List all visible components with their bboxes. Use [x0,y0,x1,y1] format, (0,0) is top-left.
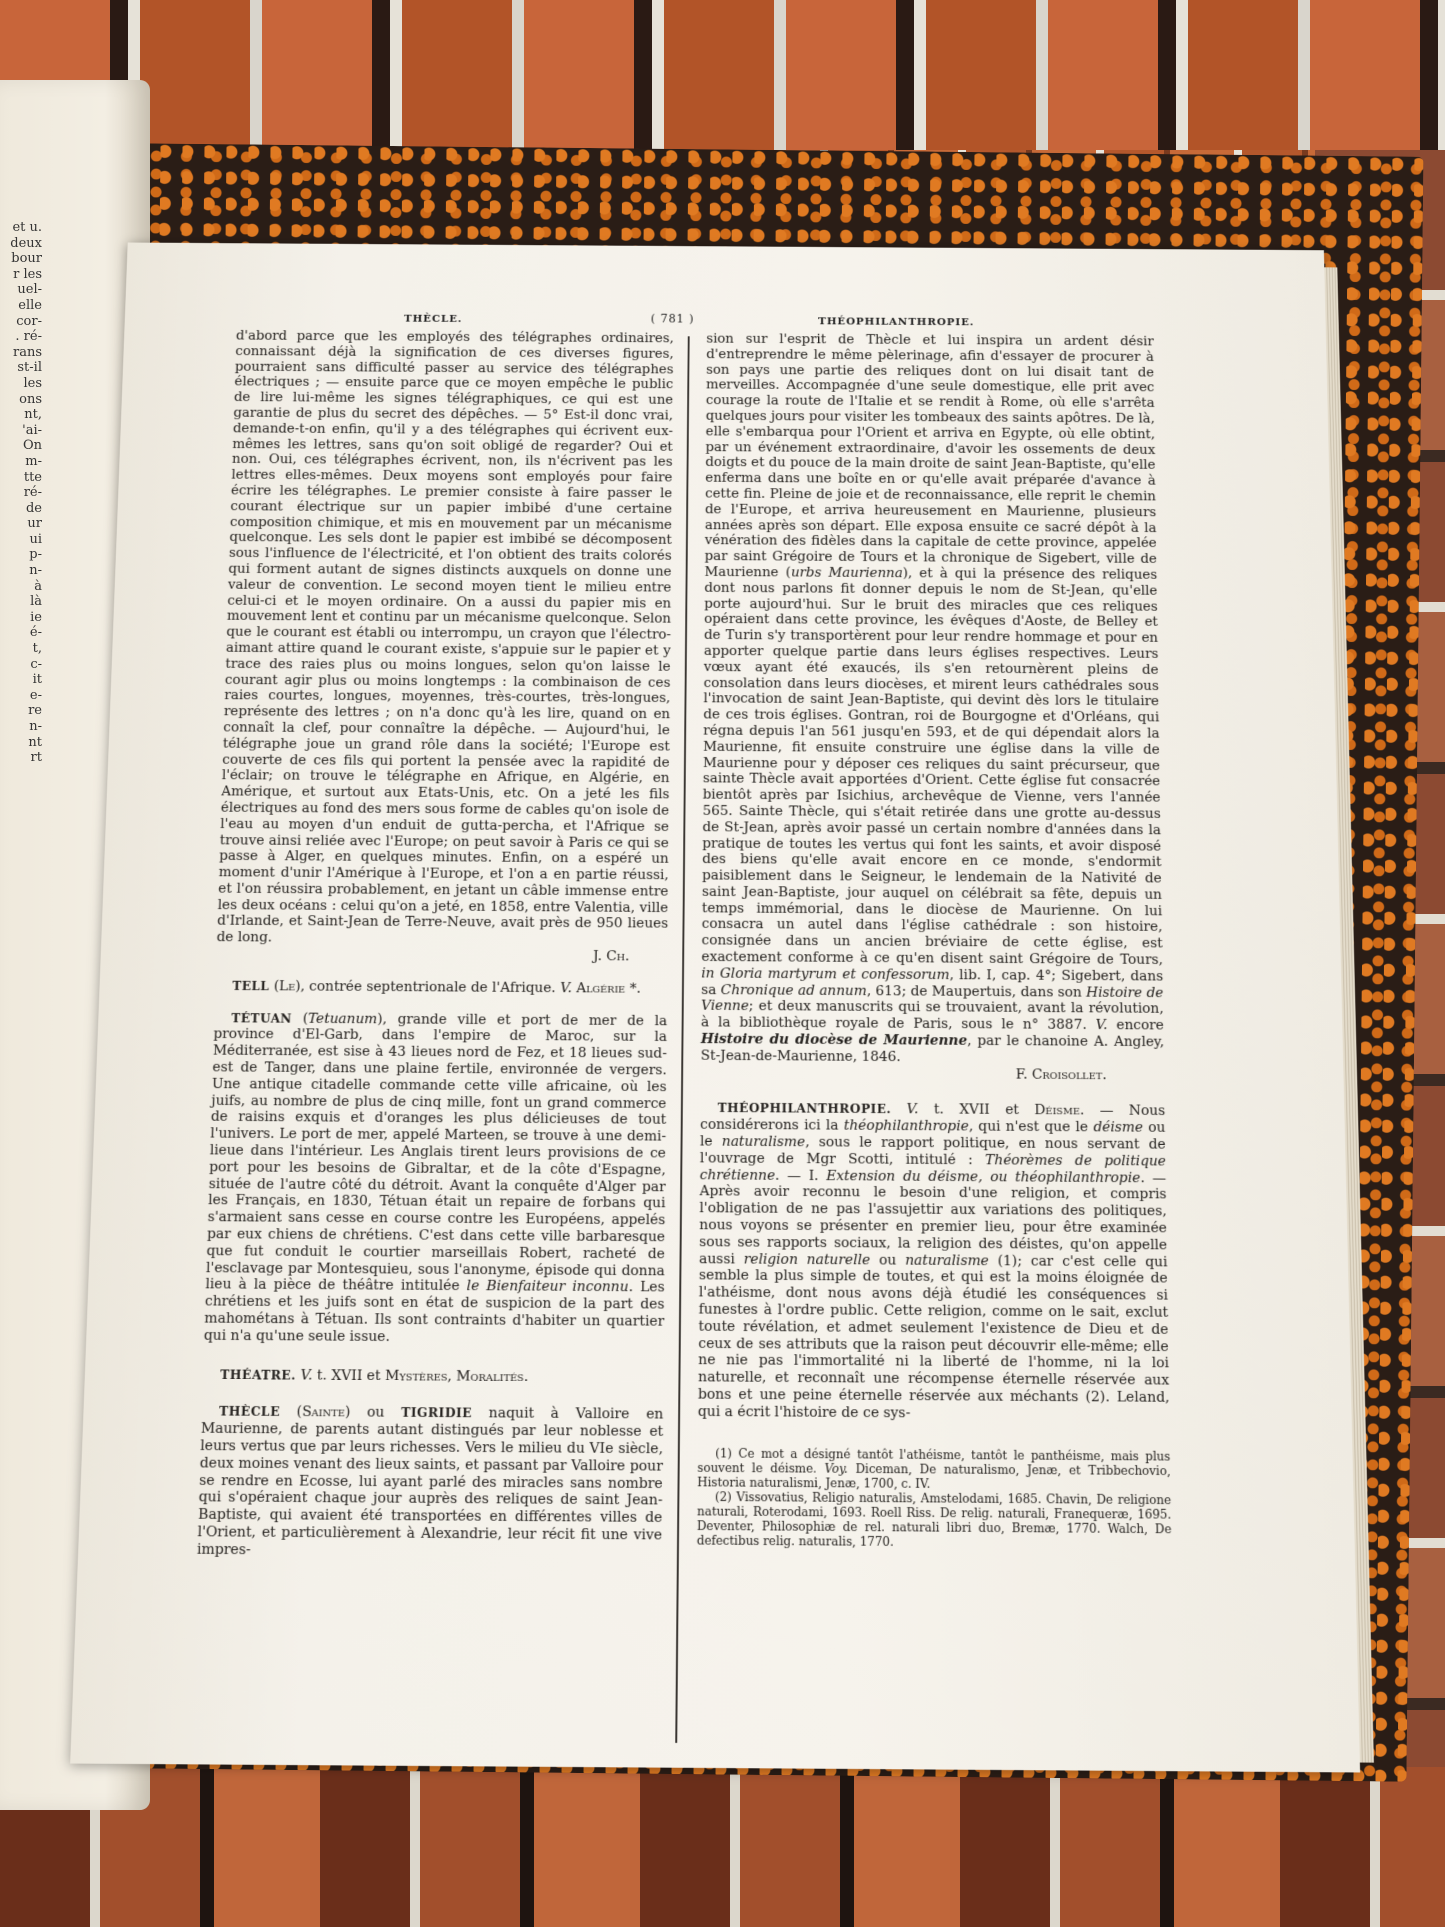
headword-tell: TELL [232,978,270,993]
left-page-fragment: c- [30,656,42,672]
left-page-fragment: deux [10,235,42,251]
entry-theophilanthropie: THÉOPHILANTHROPIE. V. t. XVII et Déisme. — Nous considérerons ici la théophilanthropie, qui n'est que le déisme ou le naturalisme, sous le rapport politique, en nous servant de l'ouvrage de Mgr Scotti, intitulé : Théorèmes de politique chrétienne. — I. Extension du déisme, ou théophilanthropie. — Après avoir reconnu le besoin d'une religion, et compris l'obligation de ne pas l'assujettir aux variations des politiques, nous voyons se présenter en premier lieu, pour être examinée sous ses rapports sociaux, la religion des déistes, qu'on appelle aussi religion naturelle ou naturalisme (1); car c'est celle qui semble la plus simple de toutes, et qui est la moins éloignée de l'athéisme, dont nous avons déjà étudié les conséquences si funestes à l'ordre public. Cette religion, comme on le sait, exclut toute révélation, et admet seulement l'existence de Dieu et de ceux de ses attributs que la raison peut découvrir elle-même; elle ne nie pas l'immortalité ni la liberté de l'homme, ni la loi naturelle, et reconnaît une récompense éternelle réservée aux bons et une peine éternelle réservée aux méchants (2). Leland, qui a écrit l'histoire de ce sys- [697,1101,1170,1421]
telegraph-entry-continuation: d'abord parce que les employés des télégraphes ordinaires, connaissant déjà la signification de ces diverses figures, pourraient sans difficulté passer au service des télégraphes électriques ; — ensuite parce que ce moyen empêche le public de lire lui-même les signes télégraphiques, ce qui est une garantie de plus du secret des dépêches. — 5° Est-il donc vrai, demande-t-on enfin, qu'il y a des télégraphes qui écrivent eux-mêmes les lettres, sans qu'on soit obligé de regarder? Oui et non. Oui, ces télégraphes écrivent, non, ils n'écrivent pas les lettres elles-mêmes. Deux moyens sont employés pour faire écrire les télégraphes. Le premier consiste à faire passer le courant électrique sur un papier imbibé d'une certaine composition chimique, et mis en mouvement par un mécanisme quelconque. Les sels dont le papier est imbibé se décomposent sous l'influence de l'électricité, et l'on obtient des traits colorés qui forment autant de signes distincts auxquels on donne une valeur de convention. Le second moyen tient le milieu entre celui-ci et le moyen ordinaire. On a aussi du papier mis en mouvement lent et continu par un mécanisme quelconque. Selon que le courant est établi ou interrompu, un crayon que l'électro-aimant attire quand le courant existe, s'appuie sur le papier et y trace des raies plus ou moins longues, selon qu'on laisse le courant agir plus ou moins longtemps : la combinaison de ces raies courtes, longues, moyennes, très-courtes, très-longues, représente des lettres ; on n'a donc qu'à les lire, quand on en connaît la clef, pour connaître la dépêche. — Aujourd'hui, le télégraphe joue un grand rôle dans la société; l'Europe est couverte de ces fils qui portent la pensée avec la rapidité de l'éclair; on trouve le télégraphe en Afrique, en Algérie, en Amérique, et surtout aux Etats-Unis, etc. On a jeté les fils électriques au fond des mers sous forme de cables qu'on isole de l'eau au moyen d'un enduit de gutta-percha, et l'Afrique se trouve ainsi reliée avec l'Europe; on peut savoir à Paris ce qui se passe à Alger, en quelques minutes. Enfin, on a espéré un moment d'unir l'Amérique à l'Europe, et l'on a en partie réussi, et l'on réussira probablement, en jetant un câble immense entre les deux océans : celui qu'on a jeté, en 1858, entre Valentia, ville d'Irlande, et Saint-Jean de Terre-Neuve, avait près de 950 lieues de long. [216,329,674,946]
telegraph-signature: J. Ch. [593,949,630,965]
left-page-fragment: nt, [24,407,42,423]
left-page-fragment: rans [12,344,42,360]
left-page-fragment: st-il [17,360,42,376]
left-page-fragment: nt [28,734,42,750]
headword-tetuan: TÉTUAN [231,1010,293,1026]
column-divider [675,336,689,1743]
left-page-fragment: m- [25,453,42,469]
left-page-fragment: it [32,672,42,688]
left-page-fragment: t, [32,641,42,657]
headword-theophilanthropie: THÉOPHILANTHROPIE. [717,1101,892,1117]
left-page-fragment: rt [30,750,42,766]
thecle-signature: F. Croisollet. [1015,1067,1107,1083]
running-head-right: THÉOPHILANTHROPIE. [818,315,975,328]
left-page-fragment: 'ai- [22,422,42,438]
headword-thecle: THÈCLE [218,1404,281,1420]
left-page-fragment: n- [29,563,42,579]
left-page-fragment: et u. [12,220,42,235]
left-page-fragment: tte [23,469,42,485]
entry-thecle: THÈCLE (Sainte) ou TIGRIDIE naquit à Valloire en Maurienne, de parents autant distingués par leur noblesse et leurs vertus que par leurs richesses. Vers le milieu du VIe siècle, deux moines venant des lieux saints, et passant par Valloire pour se rendre en Ecosse, lui ayant parlé des miracles sans nombre qui s'opéraient chaque jour auprès des reliques de saint Jean-Baptiste, qui avaient été transportées en différentes villes de l'Orient, et particulièrement à Alexandrie, leur récit fit une vive impres- [196,1404,664,1558]
left-page-fragment: uel- [17,282,42,298]
footnotes [697,1446,1172,1551]
left-page-fragment: à [34,578,42,594]
footnote-1: (1) Ce mot a désigné tantôt l'athéisme, tantôt le panthéisme, mais plus souvent le déisme. Voy. Diceman, De naturalismo, Jenæ, et Tribbechovio, Historia naturalismi, Jenæ, 1700, c. IV. [697,1446,1171,1491]
entry-theatre: THÉATRE. V. t. XVII et Mystères, Moralités. [220,1367,529,1385]
thecle-entry-continuation: sion sur l'esprit de Thècle et lui inspira un ardent désir d'entreprendre le même pèlerinage, afin d'essayer de procurer à son pays une partie des reliques dont on lui disait tant de merveilles. Accompagnée d'une seule domestique, elle prit avec courage la route de l'Italie et se rendit à Rome, où elle s'arrêta quelques jours pour visiter les tombeaux des saints apôtres. De là, elle s'embarqua pour l'Orient et arriva en Egypte, où elle obtint, par un événement extraordinaire, d'avoir les ossements de deux doigts et du pouce de la main droite de saint Jean-Baptiste, qu'elle enferma dans une boîte en or qu'elle avait préparée d'avance à cette fin. Pleine de joie et de reconnaissance, elle reprit le chemin de l'Europe, et arriva heureusement en Maurienne, plusieurs années après son départ. Elle exposa ensuite ce sacré dépôt à la vénération des fidèles dans la capitale de cette province, appelée par saint Grégoire de Tours et la chronique de Sigebert, ville de Maurienne (urbs Maurienna), et à qui la présence des reliques dont nous parlons fit donner depuis le nom de St-Jean, qu'elle porte aujourd'hui. Sur le bruit des miracles que ces reliques opéraient dans cette province, les évêques d'Aoste, de Belley et de Turin s'y transportèrent pour leur rendre hommage et pour en apporter quelque partie dans leurs églises respectives. Leurs vœux ayant été exaucés, ils s'en retournèrent pleins de consolation dans leurs diocèses, et mirent leurs cathédrales sous l'invocation de saint Jean-Baptiste, qui devint dès lors le titulaire de ces trois églises. Gontran, roi de Bourgogne et d'Orléans, qui régna depuis l'an 561 jusqu'en 593, et de qui dépendait alors la Maurienne, fit ensuite construire une église dans la ville de Maurienne pour y déposer ces reliques du saint précurseur, que sainte Thècle avait apportées d'Orient. Cette église fut consacrée bientôt après par Isichius, archevêque de Vienne, vers l'année 565. Sainte Thècle, qui s'était retirée dans une grotte au-dessus de St-Jean, après avoir passé un certain nombre d'années dans la pratique de toutes les vertus qui font les saints, et avoir disposé des biens qu'elle avait encore en ce monde, s'endormit paisiblement dans le Seigneur, le lendemain de la Nativité de saint Jean-Baptiste, jour auquel on célébrait sa fête, depuis un temps immémorial, dans le diocèse de Maurienne. On lui consacra un autel dans l'église cathédrale : son histoire, consignée dans un ancien bréviaire de cette église, est exactement conforme à ce qu'en disent saint Grégoire de Tours, in Gloria martyrum et confessorum, lib. I, cap. 4°; Sigebert, dans sa Chronique ad annum, 613; de Maupertuis, dans son Histoire de Vienne; et deux manuscrits qui se trouvaient, avant la révolution, à la bibliothèque royale de Paris, sous le n° 3887. V. encore Histoire du diocèse de Maurienne, par le chanoine A. Angley, St-Jean-de-Maurienne, 1846. [700,332,1165,1065]
left-page-fragment: On [22,438,42,454]
left-page-fragment: . ré- [15,329,42,345]
left-page-fragment: ur [27,516,42,532]
left-page-fragment: ie [30,609,42,625]
left-page-fragment: ons [19,391,42,407]
page-number: ( 781 ) [650,312,695,326]
left-page-fragment: elle [18,297,42,313]
entry-tell: TELL (Le), contrée septentrionale de l'Afrique. V. Algérie *. [232,978,641,997]
headword-theatre: THÉATRE. [220,1367,297,1383]
entry-tetuan: TÉTUAN (Tetuanum), grande ville et port de mer de la province d'El-Garb, dans l'empire de Maroc, sur la Méditerranée, est sise à 43 lieues nord de Fez, et 18 lieues sud-est de Tanger, dans une plaine fertile, environnée de vergers. Une antique citadelle commande cette ville africaine, où les juifs, au nombre de plus de cinq mille, font un grand commerce de raisins exquis et d'oranges les plus délicieuses de tout l'univers. Le port de mer, appelé Marteen, se trouve à une demi-lieue dans l'intérieur. Les Anglais tirent leurs provisions de ce port pour les besoins de Gibraltar, et de la côte d'Espagne, située de l'autre côté du détroit. Avant la conquête d'Alger par les Français, en 1830, Tétuan était un repaire de forbans qui s'armaient sans cesse en course contre les Européens, appelés par eux chiens de chrétiens. C'est dans cette ville barbaresque que fut conduit le courtier marseillais Robert, racheté de l'esclavage par Montesquieu, sous l'anonyme, épisode qui donna lieu à la pièce de théâtre intitulée le Bienfaiteur inconnu. Les chrétiens et les juifs sont en état de suspicion de la part des mahométans à Tétuan. Ils sont contraints d'habiter un quartier qui n'a qu'une seule issue. [203,1010,668,1345]
book-page [70,243,1360,1773]
floor-tiles-bottom [0,1767,1445,1927]
left-page-fragment: p- [29,547,42,563]
left-page-fragment: les [23,375,42,391]
left-page-fragment: de [25,500,42,516]
left-page-fragment: re [28,703,42,719]
running-head-left: THÈCLE. [403,312,463,325]
left-page-fragment: ré- [23,485,42,501]
left-page-fragment: bour [11,251,42,267]
right-column [697,332,1172,1551]
left-page-text-fragments [0,220,42,766]
floor-tiles-top [0,0,1445,150]
left-page-fragment: é- [29,625,42,641]
left-page-fragment: là [30,594,42,610]
footnote-2: (2) Vissovatius, Religio naturalis, Amstelodami, 1685. Chavin, De religione naturali, Roterodami, 1693. Roell Riss. De relig. naturali, Franequeræ, 1695. Deventer, Philosophiæ de rel. naturali libri duo, Bremæ, 1770. Walch, De defectibus relig. naturalis, 1770. [696,1489,1172,1549]
left-column [197,329,674,1562]
left-page-fragment: n- [29,719,42,734]
left-page-fragment: cor- [16,313,42,329]
left-page-fragment: ui [29,531,42,547]
left-page-fragment: e- [29,687,42,703]
left-page-fragment: r les [13,266,42,282]
